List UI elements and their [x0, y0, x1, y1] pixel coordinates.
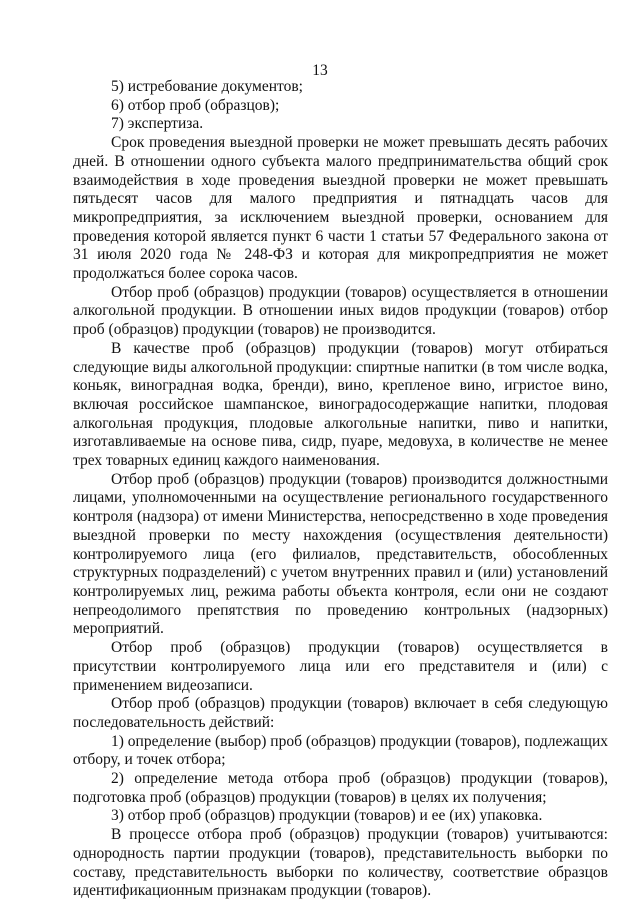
paragraph: Отбор проб (образцов) продукции (товаров) осуществляется в присутствии контролируемого лица или его представителя и (или) с применением видеозаписи. [73, 639, 608, 694]
paragraph: В качестве проб (образцов) продукции (товаров) могут отбираться следующие виды алкогольной продукции: спиртные напитки (в том числе водка, коньяк, виноградная водка, бренди), вино, крепленое вино, игристое вино, включая российское шампанское, виноградосодержащие напитки, плодовая алкогольная продукция, плодовые алкогольные напитки, пиво и напитки, изготавливаемые на основе пива, сидр, пуаре, медовуха, в количестве не менее трех товарных единиц каждого наименования. [73, 339, 608, 470]
document-body [73, 78, 608, 901]
list-item: 3) отбор проб (образцов) продукции (товаров) и ее (их) упаковка. [111, 807, 543, 825]
page-number: 13 [312, 62, 328, 79]
paragraph: Срок проведения выездной проверки не может превышать десять рабочих дней. В отношении одного субъекта малого предпринимательства общий срок взаимодействия в ходе проведения выездной проверки не может превышать пятьдесят часов для малого предприятия и пятнадцать часов для микропредприятия, за исключением выездной проверки, основанием для проведения которой является пункт 6 части 1 статьи 57 Федерального закона от 31 июля 2020 года № 248-ФЗ и которая для микропредприятия не может продолжаться более сорока часов. [73, 134, 608, 283]
paragraph: Отбор проб (образцов) продукции (товаров) производится должностными лицами, уполномоченными на осуществление регионального государственного контроля (надзора) от имени Министерства, непосредственно в ходе проведения выездной проверки по месту нахождения (осуществления деятельности) контролируемого лица (его филиалов, представительств, обособленных структурных подразделений) с учетом внутренних правил и (или) установлений контролируемых лиц, режима работы объекта контроля, если они не создают непреодолимого препятствия по проведению контрольных (надзорных) мероприятий. [73, 470, 608, 638]
list-item: 6) отбор проб (образцов); [111, 96, 280, 114]
paragraph: В процессе отбора проб (образцов) продукции (товаров) учитываются: однородность партии продукции (товаров), представительность выборки по составу, представительность выборки по количеству, соответствие образцов идентификационным признакам продукции (товаров). [73, 826, 608, 900]
list-item: 5) истребование документов; [111, 78, 303, 95]
list-item: 2) определение метода отбора проб (образцов) продукции (товаров), подготовка проб (образцов) продукции (товаров) в целях их получения; [73, 770, 608, 806]
list-item: 7) экспертиза. [111, 115, 204, 133]
paragraph: Отбор проб (образцов) продукции (товаров) включает в себя следующую последовательность действий: [73, 695, 608, 731]
list-item: 1) определение (выбор) проб (образцов) продукции (товаров), подлежащих отбору, и точек отбора; [73, 732, 608, 769]
paragraph: Отбор проб (образцов) продукции (товаров) осуществляется в отношении алкогольной продукции. В отношении иных видов продукции (товаров) отбор проб (образцов) продукции (товаров) не производится. [73, 283, 608, 339]
